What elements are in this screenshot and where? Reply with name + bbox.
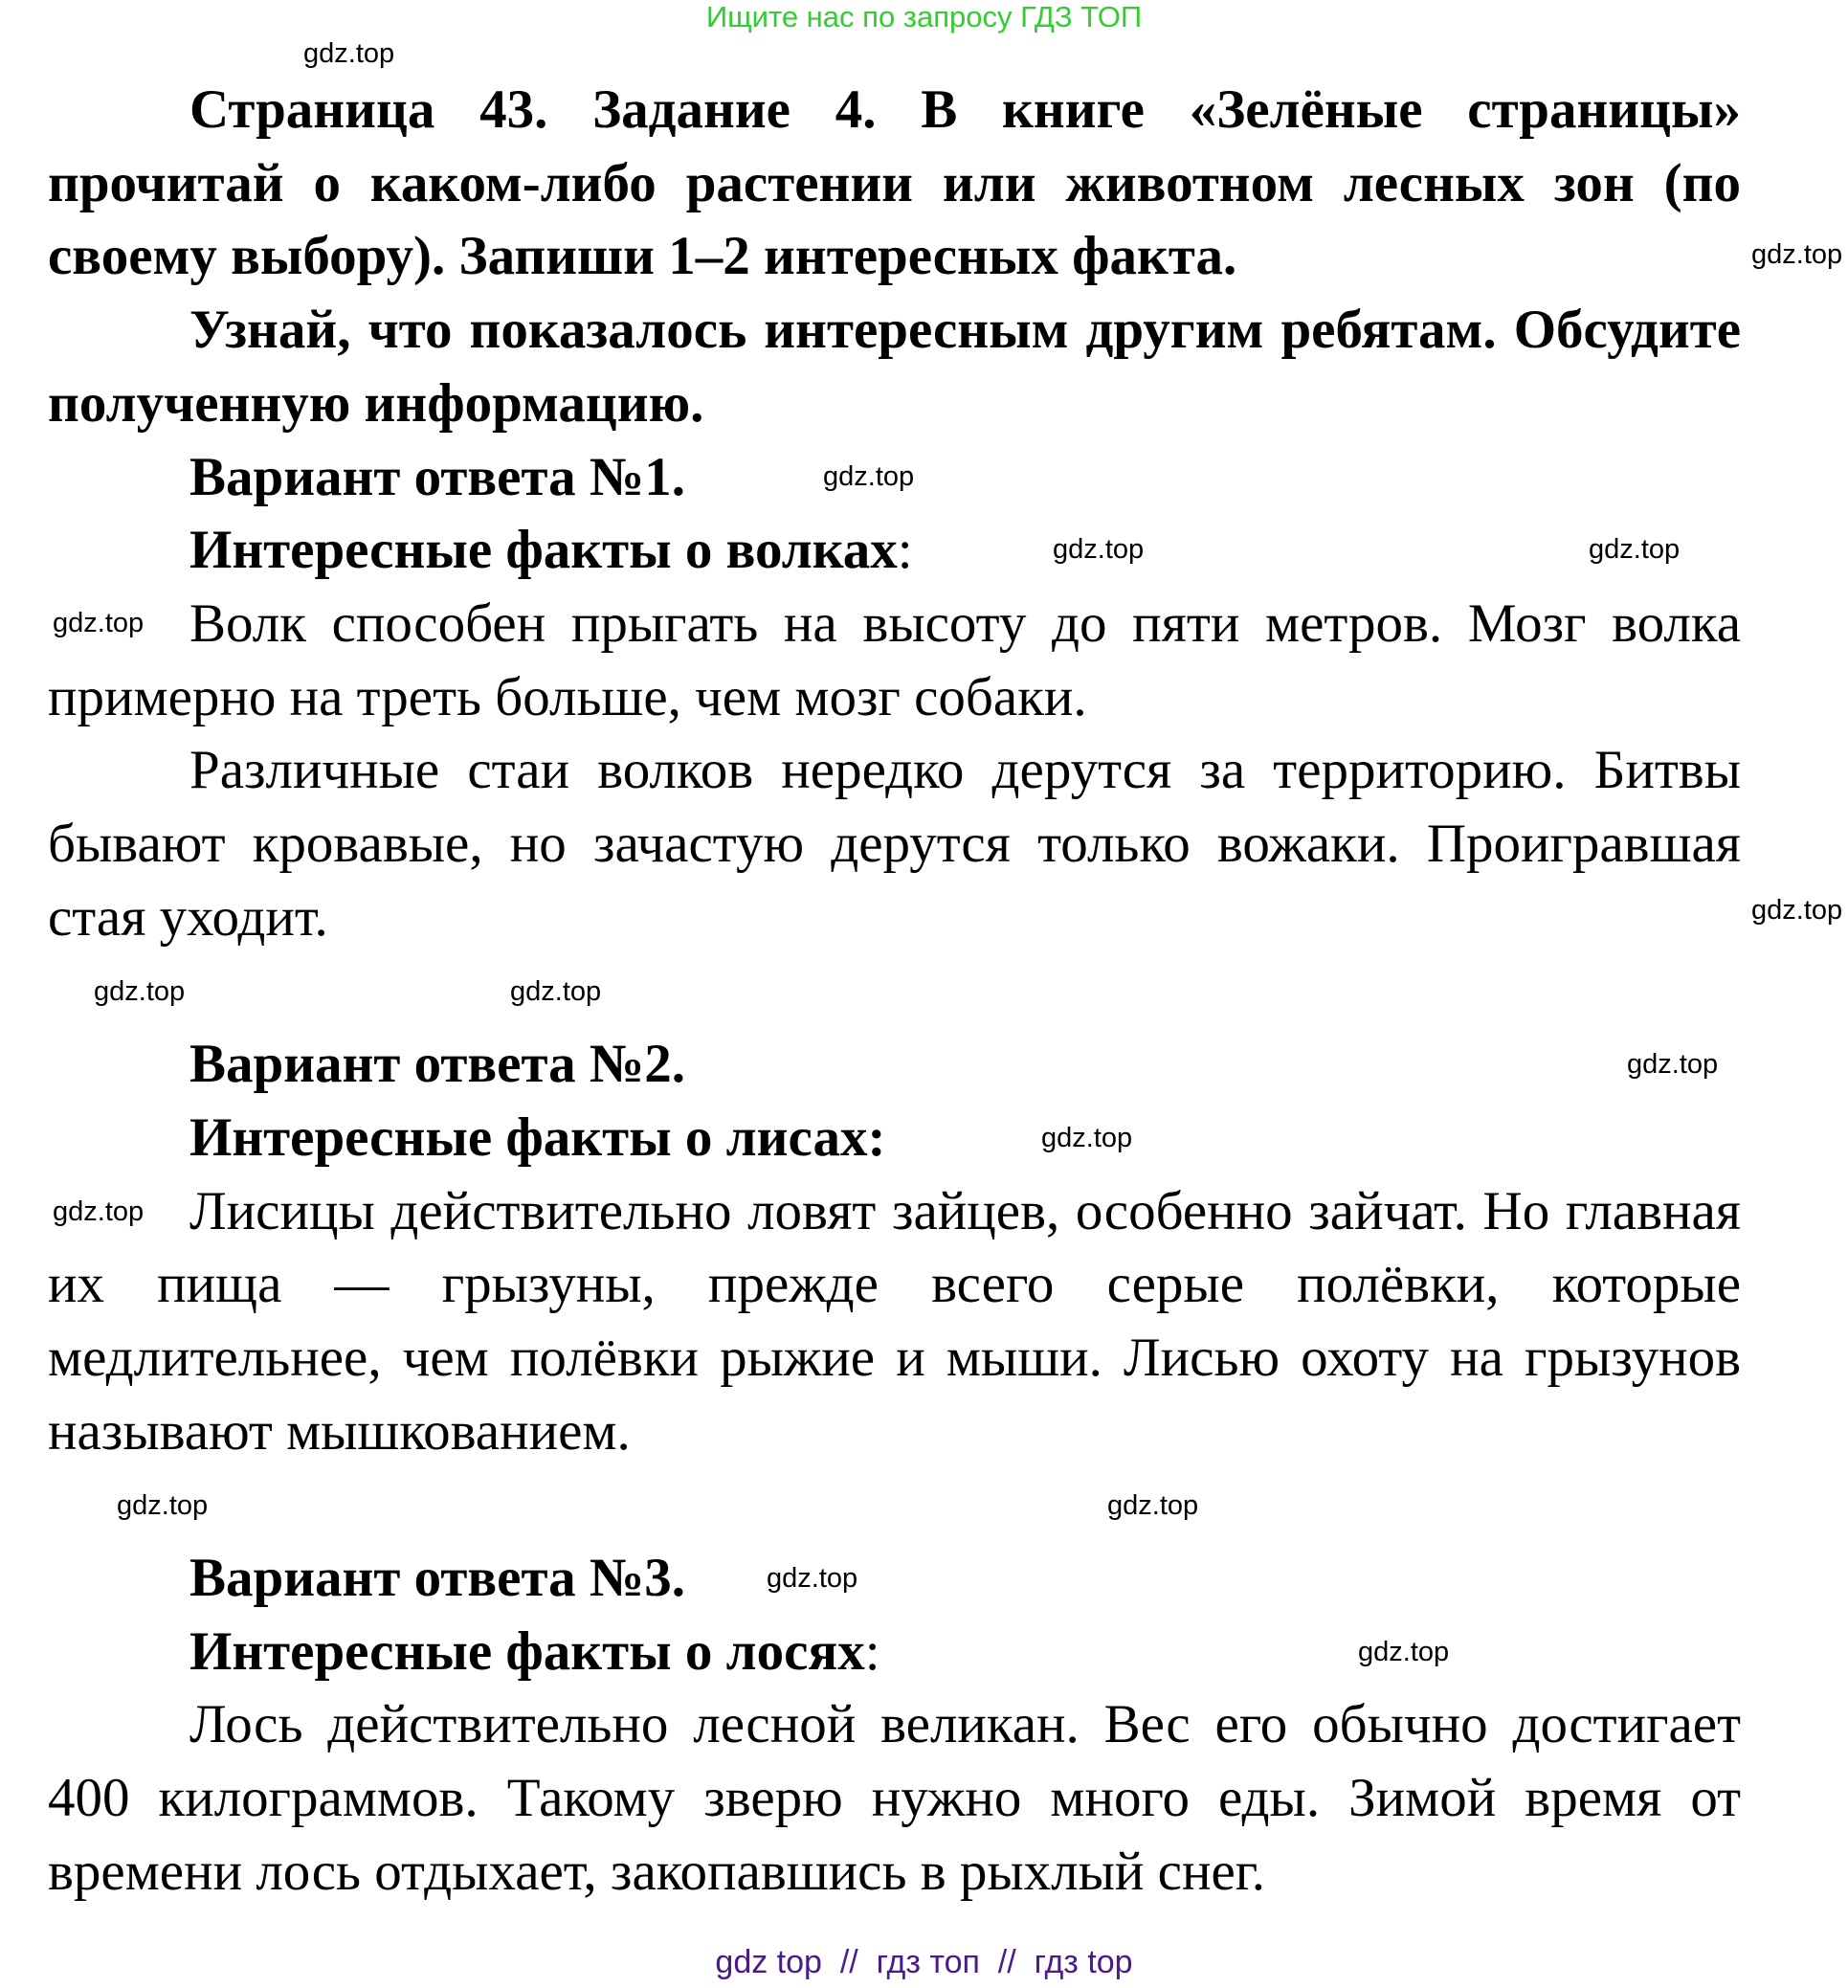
variant-title: Вариант ответа №1. xyxy=(189,446,685,507)
watermark: gdz.top xyxy=(510,976,602,1007)
variant-subtitle xyxy=(48,514,1741,588)
fact-paragraph: Лисицы действительно ловят зайцев, особенно зайчат. Но главная их пища — грызуны, прежде всего серые полёвки, которые медлительнее, чем полёвки рыжие и мыши. Лисью охоту на грызунов называют мышкованием. xyxy=(48,1180,1741,1462)
watermark: gdz.top xyxy=(53,1196,145,1227)
variant-subtitle-text: Интересные факты о волках xyxy=(189,520,898,581)
variant-subtitle xyxy=(48,1102,1741,1175)
watermark: gdz.top xyxy=(1751,239,1843,270)
variant-subtitle-text: Интересные факты о лисах: xyxy=(189,1106,886,1168)
spacer xyxy=(48,954,1741,1028)
task-statement xyxy=(48,74,1741,441)
variant-subtitle-text: Интересные факты о лосях xyxy=(189,1620,865,1682)
watermark: gdz.top xyxy=(1751,895,1843,926)
answer-variant-3 xyxy=(48,1542,1741,1910)
search-banner: Ищите нас по запросу ГДЗ ТОП xyxy=(705,0,1143,34)
watermark: gdz.top xyxy=(1107,1490,1199,1521)
task-paragraph: Страница 43. Задание 4. В книге «Зелёные страницы» прочитай о каком-либо растении или животном лесных зон (по своему выбору). Запиши 1–2 интересных факта. xyxy=(48,79,1741,287)
variant-subtitle xyxy=(48,1616,1741,1689)
answer-variant-1 xyxy=(48,441,1741,955)
variant-title: Вариант ответа №2. xyxy=(189,1034,685,1095)
fact-paragraph: Лось действительно лесной великан. Вес его обычно достигает 400 килограммов. Такому зверю нужно много еды. Зимой время от времени лось отдыхает, закопавшись в рыхлый снег. xyxy=(48,1694,1741,1902)
variant-subtitle-colon: : xyxy=(897,520,913,581)
watermark: gdz.top xyxy=(1589,534,1681,565)
watermark: gdz.top xyxy=(1627,1049,1719,1080)
watermark: gdz.top xyxy=(767,1563,858,1594)
spacer xyxy=(48,1468,1741,1542)
task-paragraph: Узнай, что показалось интересным другим ребятам. Обсудите полученную информацию. xyxy=(48,300,1741,434)
fact-paragraph: Волк способен прыгать на высоту до пяти метров. Мозг волка примерно на треть больше, чем мозг собаки. xyxy=(48,592,1741,727)
watermark: gdz.top xyxy=(303,38,395,69)
watermark: gdz.top xyxy=(1358,1637,1450,1667)
answer-variant-2 xyxy=(48,1028,1741,1468)
footer-watermark: gdz top // гдз топ // гдз top xyxy=(715,1944,1133,1980)
watermark: gdz.top xyxy=(1041,1123,1133,1153)
watermark: gdz.top xyxy=(53,608,145,638)
watermark: gdz.top xyxy=(117,1490,209,1521)
document-body xyxy=(48,74,1741,1910)
fact-paragraph: Различные стаи волков нередко дерутся за территорию. Битвы бывают кровавые, но зачастую дерутся только вожаки. Проигравшая стая уходит. xyxy=(48,740,1741,948)
watermark: gdz.top xyxy=(823,461,915,492)
watermark: gdz.top xyxy=(94,976,186,1007)
variant-subtitle-colon: : xyxy=(864,1620,880,1682)
variant-title: Вариант ответа №3. xyxy=(189,1548,685,1609)
watermark: gdz.top xyxy=(1053,534,1145,565)
